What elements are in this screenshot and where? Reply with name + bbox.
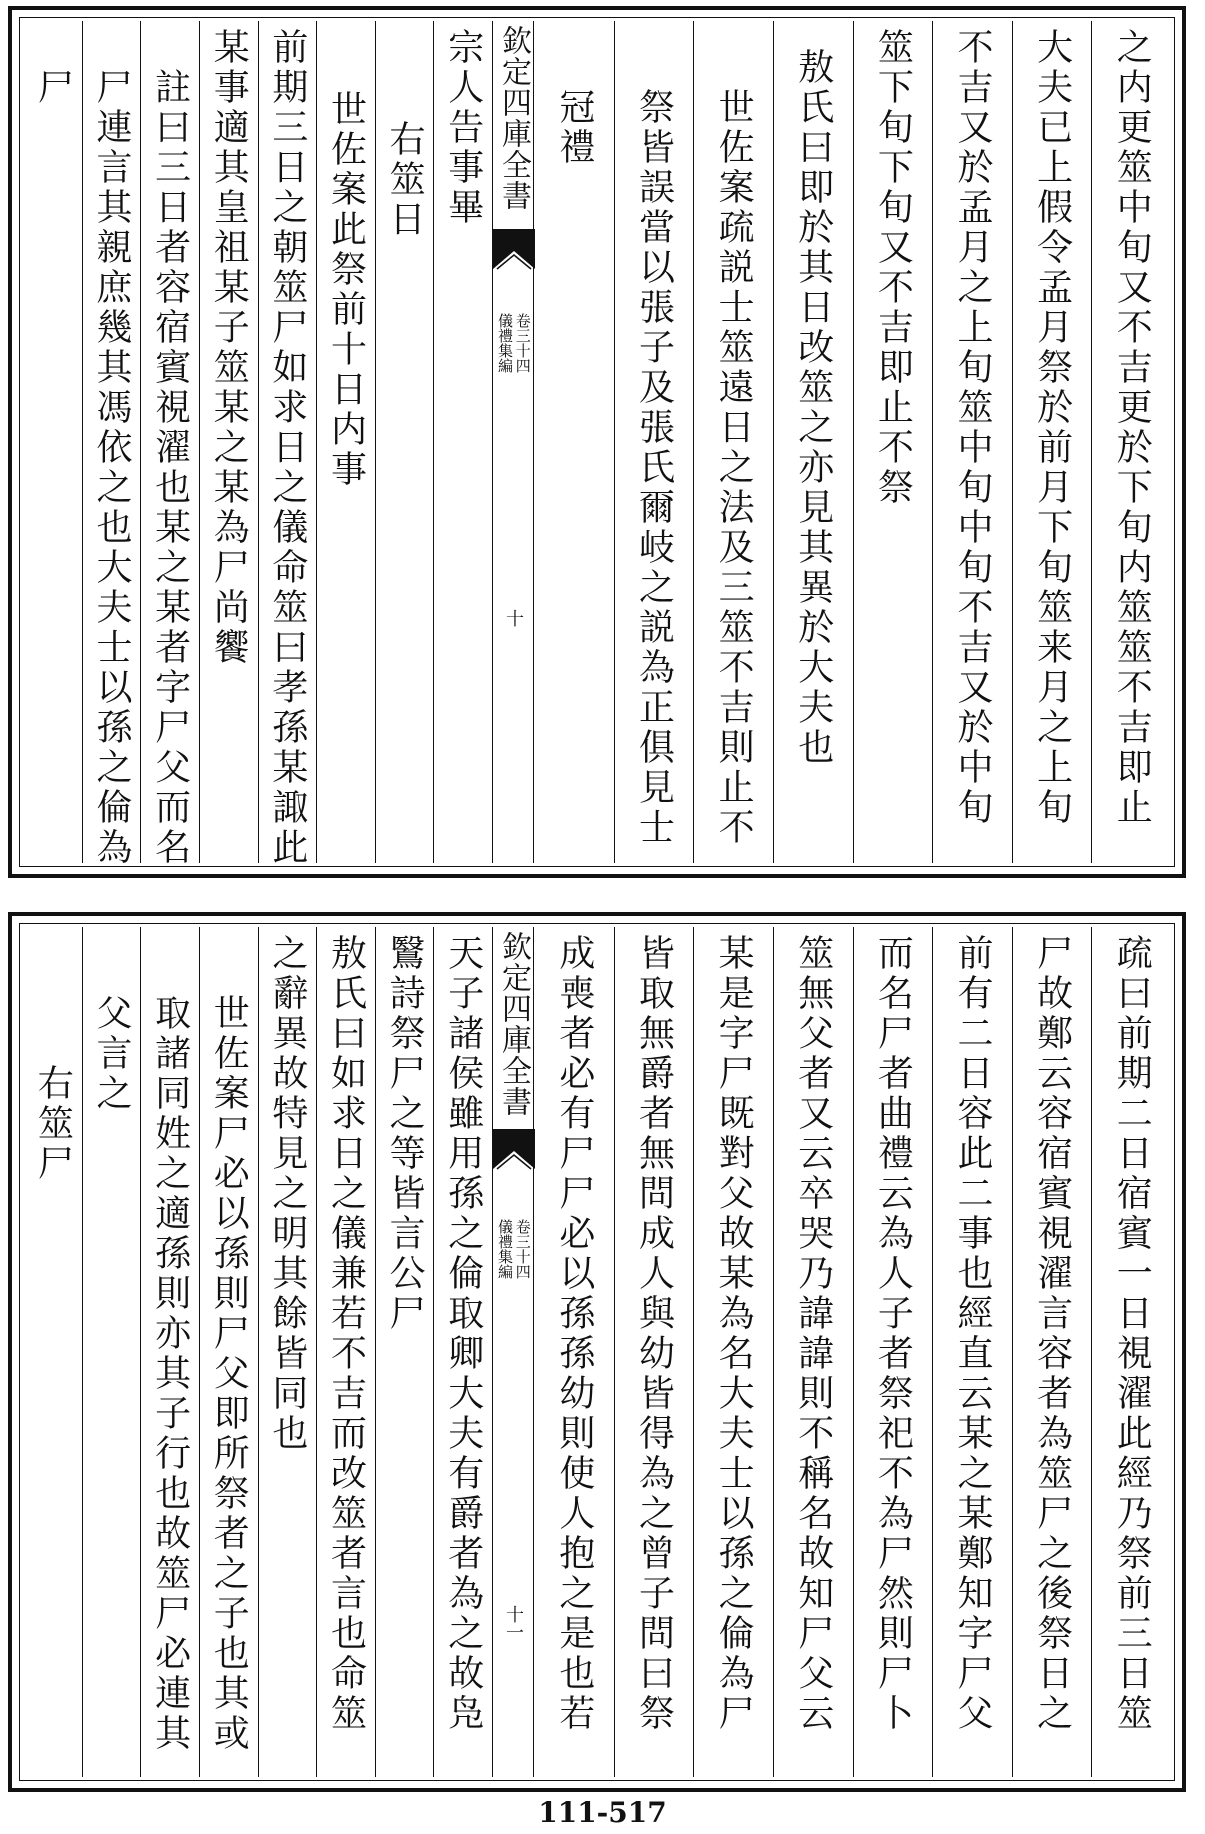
- column-rule: [614, 927, 615, 1777]
- text-column: [614, 88, 694, 860]
- column-text: 前有二日容此二事也經直云某之某鄭知字尸父: [951, 934, 993, 1734]
- column-rule: [199, 927, 200, 1777]
- text-column: [23, 1064, 82, 1774]
- book-title: [493, 25, 533, 211]
- column-text: 尸連言其親庶幾其馮依之也大夫士以孫之倫為: [90, 68, 132, 868]
- text-column: [82, 994, 141, 1774]
- column-text: 尸故鄭云容宿賓視濯言容者為筮尸之後祭日之: [1031, 934, 1073, 1734]
- column-text: 世佐案尸必以孫則尸父即所祭者之子也其或: [208, 994, 250, 1754]
- text-column: [693, 88, 773, 860]
- column-rule: [82, 927, 83, 1777]
- text-column: [1012, 934, 1092, 1774]
- text-column: [375, 934, 434, 1774]
- text-column: [853, 28, 933, 860]
- text-column: [1012, 28, 1092, 860]
- text-column: [773, 934, 853, 1774]
- text-column: [1091, 28, 1171, 860]
- subtitle-volume-number: 卷三十四: [513, 1219, 532, 1279]
- text-column: [140, 994, 199, 1774]
- text-column: [433, 28, 492, 860]
- column-text: 疏曰前期二日宿賓一日視濯此經乃祭前三日筮: [1111, 934, 1153, 1734]
- column-text: 之辭異故特見之明其餘皆同也: [266, 934, 308, 1454]
- column-text: 鷖詩祭尸之等皆言公尸: [384, 934, 426, 1334]
- fish-tail-mark-icon: [493, 1129, 535, 1187]
- column-rule: [433, 927, 434, 1777]
- text-column: [932, 934, 1012, 1774]
- column-rule: [693, 927, 694, 1777]
- fish-tail-mark-icon: [493, 229, 535, 287]
- column-text: 筮下旬下旬又不吉即止不祭: [872, 28, 914, 508]
- column-text: 不吉又於孟月之上旬筮中旬中旬不吉又於中旬: [951, 28, 993, 828]
- column-rule: [1091, 21, 1092, 863]
- text-column: [693, 934, 773, 1774]
- center-gutter: [492, 21, 534, 863]
- text-column: [140, 68, 199, 868]
- top-page: [8, 6, 1186, 878]
- column-text: 父言之: [90, 994, 132, 1114]
- column-rule: [140, 927, 141, 1777]
- column-rule: [375, 21, 376, 863]
- column-rule: [614, 21, 615, 863]
- column-text: 右筮日: [384, 120, 426, 240]
- text-column: [82, 68, 141, 868]
- text-column: [375, 120, 434, 860]
- text-column: [258, 28, 317, 868]
- text-column: [1091, 934, 1171, 1774]
- column-rule: [932, 927, 933, 1777]
- column-rule: [82, 21, 83, 863]
- column-text: 某是字尸既對父故某為名大夫士以孫之倫為尸: [713, 934, 755, 1734]
- text-column: [199, 28, 258, 860]
- subtitle-volume-number: 卷三十四: [513, 313, 532, 373]
- page-number-text: 十一: [503, 1605, 524, 1641]
- column-text: 之内更筮中旬又不吉更於下旬内筮筮不吉即止: [1111, 28, 1153, 828]
- book-title-text: 欽定四庫全書: [496, 25, 531, 211]
- text-column: [534, 88, 614, 860]
- column-text: 世佐案此祭前十日内事: [325, 90, 367, 490]
- column-rule: [932, 21, 933, 863]
- text-column: [534, 934, 614, 1774]
- column-text: 前期三日之朝筮尸如求日之儀命筮曰孝孫某諏此: [266, 28, 308, 868]
- column-text: 某事適其皇祖某子筮某之某為尸尚饗: [208, 28, 250, 668]
- column-rule: [258, 927, 259, 1777]
- column-text: 成喪者必有尸尸必以孫孫幼則使人抱之是也若: [553, 934, 595, 1734]
- column-text: 取諸同姓之適孫則亦其子行也故筮尸必連其: [149, 994, 191, 1754]
- text-column: [614, 934, 694, 1774]
- page-footer-number: 111-517: [538, 1796, 667, 1829]
- column-text: 祭皆誤當以張子及張氏爾岐之説為正俱見士: [633, 88, 675, 848]
- column-rule: [773, 21, 774, 863]
- bottom-page: [8, 912, 1186, 1792]
- column-text: 冠禮: [553, 88, 595, 168]
- text-column: [199, 994, 258, 1774]
- column-text: 註曰三日者容宿賓視濯也某之某者字尸父而名: [149, 68, 191, 868]
- subtitle-volume-title: 儀禮集編: [496, 313, 514, 373]
- book-title: [493, 931, 533, 1117]
- column-rule: [773, 927, 774, 1777]
- text-column: [773, 48, 853, 860]
- column-text: 右筮尸: [32, 1064, 74, 1184]
- page-number: [493, 1605, 533, 1641]
- text-column: [258, 934, 317, 1774]
- column-text: 尸: [32, 68, 74, 108]
- text-column: [433, 934, 492, 1774]
- column-rule: [853, 927, 854, 1777]
- column-text: 天子諸侯雖用孫之倫取卿大夫有爵者為之故凫: [442, 934, 484, 1734]
- column-rule: [140, 21, 141, 863]
- column-text: 世佐案疏説士筮遠日之法及三筮不吉則止不: [713, 88, 755, 848]
- book-title-text: 欽定四庫全書: [496, 931, 531, 1117]
- book-subtitle: [495, 1219, 531, 1279]
- column-rule: [693, 21, 694, 863]
- column-rule: [1012, 927, 1013, 1777]
- text-column: [932, 28, 1012, 860]
- column-text: 敖氏曰如求日之儀兼若不吉而改筮者言也命筮: [325, 934, 367, 1734]
- column-text: 宗人告事畢: [442, 28, 484, 228]
- column-rule: [853, 21, 854, 863]
- column-rule: [316, 21, 317, 863]
- column-rule: [316, 927, 317, 1777]
- page-number: [493, 609, 533, 627]
- column-rule: [199, 21, 200, 863]
- column-text: 筮無父者又云卒哭乃諱諱則不稱名故知尸父云: [792, 934, 834, 1734]
- page-number-text: 十: [503, 609, 524, 627]
- column-text: 敖氏曰即於其日改筮之亦見其異於大夫也: [792, 48, 834, 768]
- column-rule: [375, 927, 376, 1777]
- column-rule: [1012, 21, 1013, 863]
- text-column: [316, 934, 375, 1774]
- column-text: 而名尸者曲禮云為人子者祭祀不為尸然則尸卜: [872, 934, 914, 1734]
- book-subtitle: [495, 313, 531, 373]
- text-column: [23, 68, 82, 860]
- column-rule: [1091, 927, 1092, 1777]
- column-rule: [433, 21, 434, 863]
- column-text: 皆取無爵者無問成人與幼皆得為之曾子問曰祭: [633, 934, 675, 1734]
- text-column: [316, 90, 375, 860]
- column-rule: [258, 21, 259, 863]
- column-text: 大夫已上假令孟月祭於前月下旬筮来月之上旬: [1031, 28, 1073, 828]
- text-column: [853, 934, 933, 1774]
- center-gutter: [492, 927, 534, 1777]
- subtitle-volume-title: 儀禮集編: [496, 1219, 514, 1279]
